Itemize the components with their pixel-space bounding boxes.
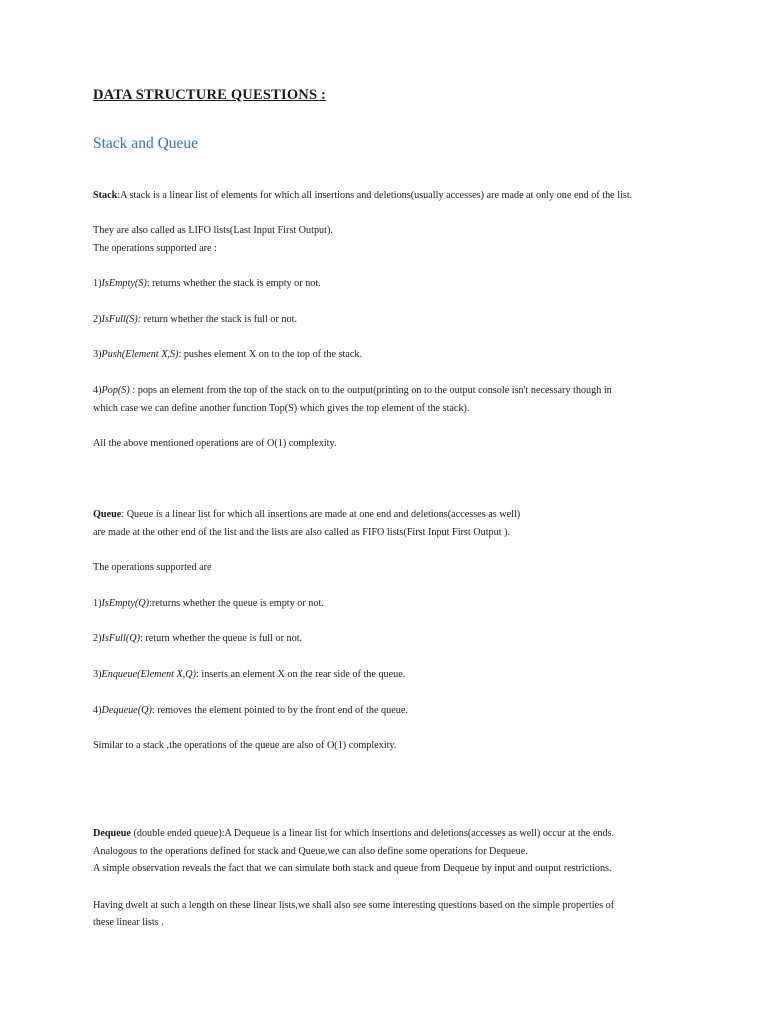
op-number: 1) [93,278,102,289]
op-name: Dequeue(Q) [101,705,152,716]
section-heading: Stack and Queue [93,135,199,152]
op-name: IsEmpty(S) [101,278,147,289]
dequeue-definition [93,827,614,840]
op-desc: : inserts an element X on the rear side of the queue. [195,669,406,680]
stack-op-pop-continued: which case we can define another function Top(S) which gives the top element of the stack). [93,403,470,414]
queue-op-isfull [93,632,302,645]
dequeue-analogous-line: Analogous to the operations defined for stack and Queue,we can also define some operations for Dequeue. [93,846,528,857]
stack-lifo-note: They are also called as LIFO lists(Last Input First Output). [93,225,333,236]
stack-ops-intro: The operations supported are : [93,243,217,254]
stack-term: Stack [93,190,118,201]
dequeue-term: Dequeue [93,828,131,839]
stack-op-push [93,348,362,361]
stack-op-pop [93,384,612,397]
queue-op-enqueue [93,668,405,681]
op-name: IsEmpty(Q) [101,598,150,609]
op-number: 1) [93,598,102,609]
stack-definition-text: :A stack is a linear list of elements for which all insertions and deletions(usually accesses) are made at only one end of the list. [117,190,633,201]
op-desc: : pushes element X on to the top of the stack. [178,349,363,360]
op-name: Enqueue(Element X,Q) [101,669,196,680]
op-name: IsFull(Q) [101,633,140,644]
op-name: Push(Element X,S) [101,349,179,360]
op-number: 2) [93,314,102,325]
queue-definition-text: : Queue is a linear list for which all insertions are made at one end and deletions(accesses as well) [121,509,521,520]
op-number: 4) [93,385,102,396]
queue-op-isempty [93,597,324,610]
queue-complexity: Similar to a stack ,the operations of the queue are also of O(1) complexity. [93,740,397,751]
closing-paragraph-line-2: these linear lists . [93,917,164,928]
op-desc: return whether the stack is full or not. [141,314,297,325]
dequeue-definition-text: (double ended queue):A Dequeue is a linear list for which insertions and deletions(accesses as well) occur at the ends. [130,828,615,839]
stack-definition [93,189,632,202]
dequeue-observation-line: A simple observation reveals the fact that we can simulate both stack and queue from Dequeue by input and output restrictions. [93,863,612,874]
op-desc: : pops an element from the top of the stack on to the output(printing on to the output console isn't necessary though in [129,385,612,396]
stack-op-isempty [93,277,321,290]
op-desc: : return whether the queue is full or not. [139,633,303,644]
op-number: 2) [93,633,102,644]
op-desc: : returns whether the stack is empty or not. [146,278,321,289]
queue-ops-intro: The operations supported are [93,562,212,573]
stack-op-isfull [93,313,297,326]
op-desc: :returns whether the queue is empty or not. [149,598,324,609]
queue-definition [93,508,520,521]
queue-term: Queue [93,509,122,520]
stack-complexity: All the above mentioned operations are of O(1) complexity. [93,438,337,449]
op-name: Pop(S) [101,385,130,396]
document-title: DATA STRUCTURE QUESTIONS : [93,87,327,103]
queue-op-dequeue [93,704,408,717]
op-desc: : removes the element pointed to by the front end of the queue. [151,705,408,716]
op-number: 3) [93,669,102,680]
queue-definition-continued: are made at the other end of the list and the lists are also called as FIFO lists(First Input First Output ). [93,527,511,538]
op-number: 4) [93,705,102,716]
op-number: 3) [93,349,102,360]
op-name: IsFull(S): [101,314,142,325]
closing-paragraph-line-1: Having dwelt at such a length on these linear lists,we shall also see some interesting questions based on the simple properties of [93,900,615,911]
